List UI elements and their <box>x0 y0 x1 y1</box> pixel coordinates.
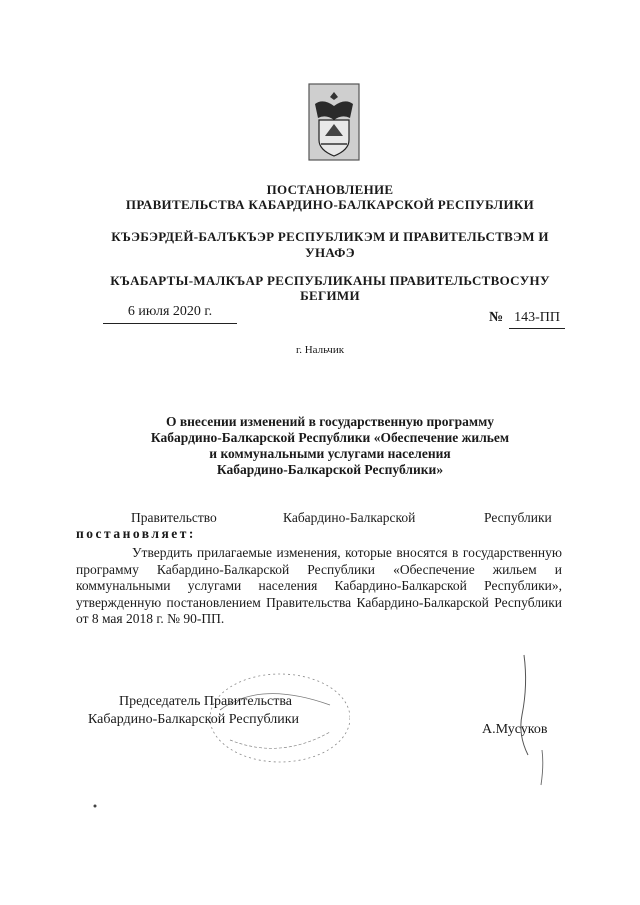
kabardian-heading-line1: КЪЭБЭРДЕЙ-БАЛЪКЪЭР РЕСПУБЛИКЭМ И ПРАВИТЕЛЬСТВЭМ И <box>111 229 549 244</box>
city-line: г. Нальчик <box>295 344 345 356</box>
document-number <box>489 310 565 329</box>
number-value: 143-ПП <box>509 310 565 329</box>
subject-heading <box>80 414 580 478</box>
balkar-heading-line2: БЕГИМИ <box>300 288 360 303</box>
scan-dot-icon <box>92 803 98 809</box>
number-sign: № <box>489 310 504 325</box>
gov-word: Правительство <box>131 510 217 525</box>
government-heading: ПРАВИТЕЛЬСТВА КАБАРДИНО-БАЛКАРСКОЙ РЕСПУБЛИКИ <box>125 197 535 212</box>
decree-word: постановляет: <box>76 526 196 541</box>
signatory-position-line1: Председатель Правительства <box>119 694 292 709</box>
subject-line: и коммунальными услугами населения <box>209 446 451 461</box>
gov-word: Кабардино-Балкарской <box>283 510 416 525</box>
gov-word: Республики <box>484 510 552 525</box>
coat-of-arms-icon <box>301 82 367 162</box>
document-date: 6 июля 2020 г. <box>103 304 237 324</box>
signature-stroke-icon <box>504 650 554 790</box>
body-paragraph: Утвердить прилагаемые изменения, которые вносятся в государственную программу Кабардино-Балкарской Республики «Обеспечение жильем и коммунальными услугами населения Кабардино-Балкарской Республики», утвержденную постановлением Правительства Кабардино-Балкарской Республики от 8 мая 2018 г. № 90-ПП. <box>76 545 562 626</box>
signatory-name: А.Мусуков <box>482 722 548 737</box>
signatory-position-line2: Кабардино-Балкарской Республики <box>88 712 299 727</box>
kabardian-heading-line2: УНАФЭ <box>305 245 355 260</box>
subject-line: Кабардино-Балкарской Республики» <box>216 462 444 477</box>
balkar-heading-line1: КЪАБАРТЫ-МАЛКЪАР РЕСПУБЛИКАНЫ ПРАВИТЕЛЬСТВОСУНУ <box>110 273 550 288</box>
subject-line: Кабардино-Балкарской Республики «Обеспечение жильем <box>150 430 510 445</box>
doc-type-heading: ПОСТАНОВЛЕНИЕ <box>266 182 394 197</box>
subject-line: О внесении изменений в государственную программу <box>165 414 495 429</box>
